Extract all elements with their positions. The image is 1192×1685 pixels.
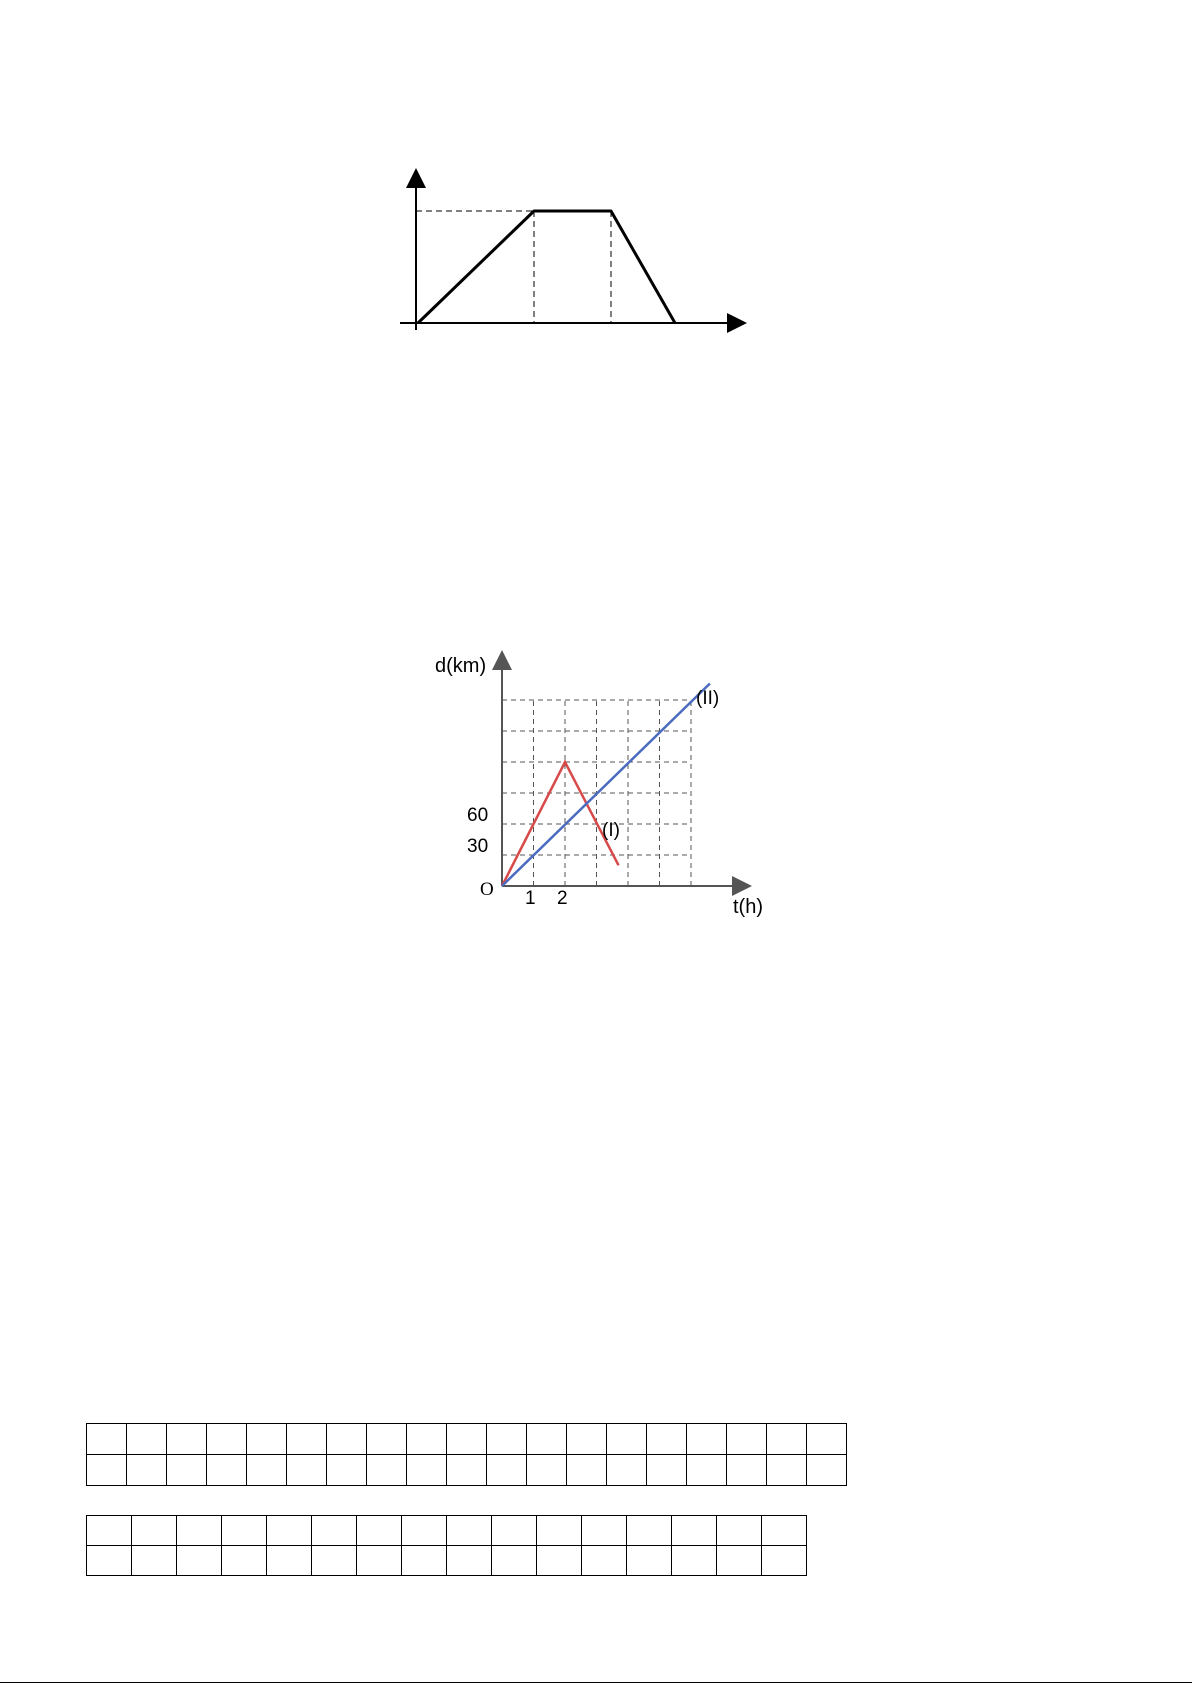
table-cell bbox=[287, 1455, 327, 1486]
table-cell bbox=[127, 1424, 167, 1455]
table-cell bbox=[167, 1424, 207, 1455]
table-cell bbox=[627, 1516, 672, 1546]
table-cell bbox=[607, 1455, 647, 1486]
table-cell bbox=[367, 1424, 407, 1455]
page-bottom-rule bbox=[0, 1682, 1192, 1683]
x-axis-label: t(h) bbox=[733, 896, 763, 918]
table-cell bbox=[132, 1546, 177, 1576]
table-cell bbox=[247, 1424, 287, 1455]
table-cell bbox=[177, 1546, 222, 1576]
table-cell bbox=[312, 1516, 357, 1546]
table-cell bbox=[87, 1546, 132, 1576]
table-cell bbox=[487, 1424, 527, 1455]
table-cell bbox=[177, 1516, 222, 1546]
table-cell bbox=[687, 1424, 727, 1455]
table-cell bbox=[527, 1455, 567, 1486]
table-cell bbox=[267, 1546, 312, 1576]
x-tick-label: 1 bbox=[525, 888, 536, 909]
table-cell bbox=[762, 1546, 807, 1576]
table-cell bbox=[167, 1455, 207, 1486]
table-cell bbox=[567, 1455, 607, 1486]
y-axis-label: d(km) bbox=[435, 655, 487, 677]
table-cell bbox=[537, 1516, 582, 1546]
table-cell bbox=[767, 1455, 807, 1486]
table-cell bbox=[357, 1546, 402, 1576]
table-cell bbox=[447, 1516, 492, 1546]
table-cell bbox=[267, 1516, 312, 1546]
series-label-ii: (II) bbox=[696, 688, 720, 709]
table-cell bbox=[87, 1455, 127, 1486]
table-cell bbox=[582, 1516, 627, 1546]
table-cell bbox=[582, 1546, 627, 1576]
table-cell bbox=[127, 1455, 167, 1486]
table-cell bbox=[407, 1424, 447, 1455]
series-label-i: (I) bbox=[602, 820, 620, 841]
table-cell bbox=[87, 1424, 127, 1455]
table-cell bbox=[767, 1424, 807, 1455]
table-cell bbox=[807, 1455, 847, 1486]
table-row bbox=[87, 1455, 847, 1486]
table-cell bbox=[207, 1424, 247, 1455]
table-cell bbox=[87, 1516, 132, 1546]
answer-table-1 bbox=[86, 1423, 847, 1486]
table-cell bbox=[222, 1516, 267, 1546]
table-cell bbox=[447, 1546, 492, 1576]
table-cell bbox=[207, 1455, 247, 1486]
table-cell bbox=[132, 1516, 177, 1546]
table-cell bbox=[357, 1516, 402, 1546]
table-cell bbox=[492, 1546, 537, 1576]
y-tick-label: 60 bbox=[467, 805, 489, 826]
table-cell bbox=[402, 1516, 447, 1546]
table-cell bbox=[327, 1424, 367, 1455]
x-tick-label: 2 bbox=[557, 888, 568, 909]
table-cell bbox=[567, 1424, 607, 1455]
table-row bbox=[87, 1424, 847, 1455]
table-cell bbox=[537, 1546, 582, 1576]
table-cell bbox=[647, 1424, 687, 1455]
table-cell bbox=[807, 1424, 847, 1455]
table-cell bbox=[492, 1516, 537, 1546]
table-cell bbox=[762, 1516, 807, 1546]
table-cell bbox=[727, 1455, 767, 1486]
table-cell bbox=[447, 1455, 487, 1486]
table-cell bbox=[607, 1424, 647, 1455]
table-cell bbox=[327, 1455, 367, 1486]
table-cell bbox=[717, 1546, 762, 1576]
table-cell bbox=[287, 1424, 327, 1455]
origin-label: O bbox=[480, 879, 494, 900]
table-cell bbox=[402, 1546, 447, 1576]
table-cell bbox=[527, 1424, 567, 1455]
table-cell bbox=[627, 1546, 672, 1576]
table-row bbox=[87, 1516, 807, 1546]
table-cell bbox=[687, 1455, 727, 1486]
table-cell bbox=[447, 1424, 487, 1455]
table-cell bbox=[487, 1455, 527, 1486]
y-tick-label: 30 bbox=[467, 836, 489, 857]
table-cell bbox=[247, 1455, 287, 1486]
table-cell bbox=[407, 1455, 447, 1486]
table-cell bbox=[727, 1424, 767, 1455]
table-cell bbox=[367, 1455, 407, 1486]
table-cell bbox=[672, 1516, 717, 1546]
table-cell bbox=[717, 1516, 762, 1546]
table-row bbox=[87, 1546, 807, 1576]
answer-table-2 bbox=[86, 1515, 807, 1576]
table-cell bbox=[222, 1546, 267, 1576]
table-cell bbox=[647, 1455, 687, 1486]
table-cell bbox=[672, 1546, 717, 1576]
table-cell bbox=[312, 1546, 357, 1576]
